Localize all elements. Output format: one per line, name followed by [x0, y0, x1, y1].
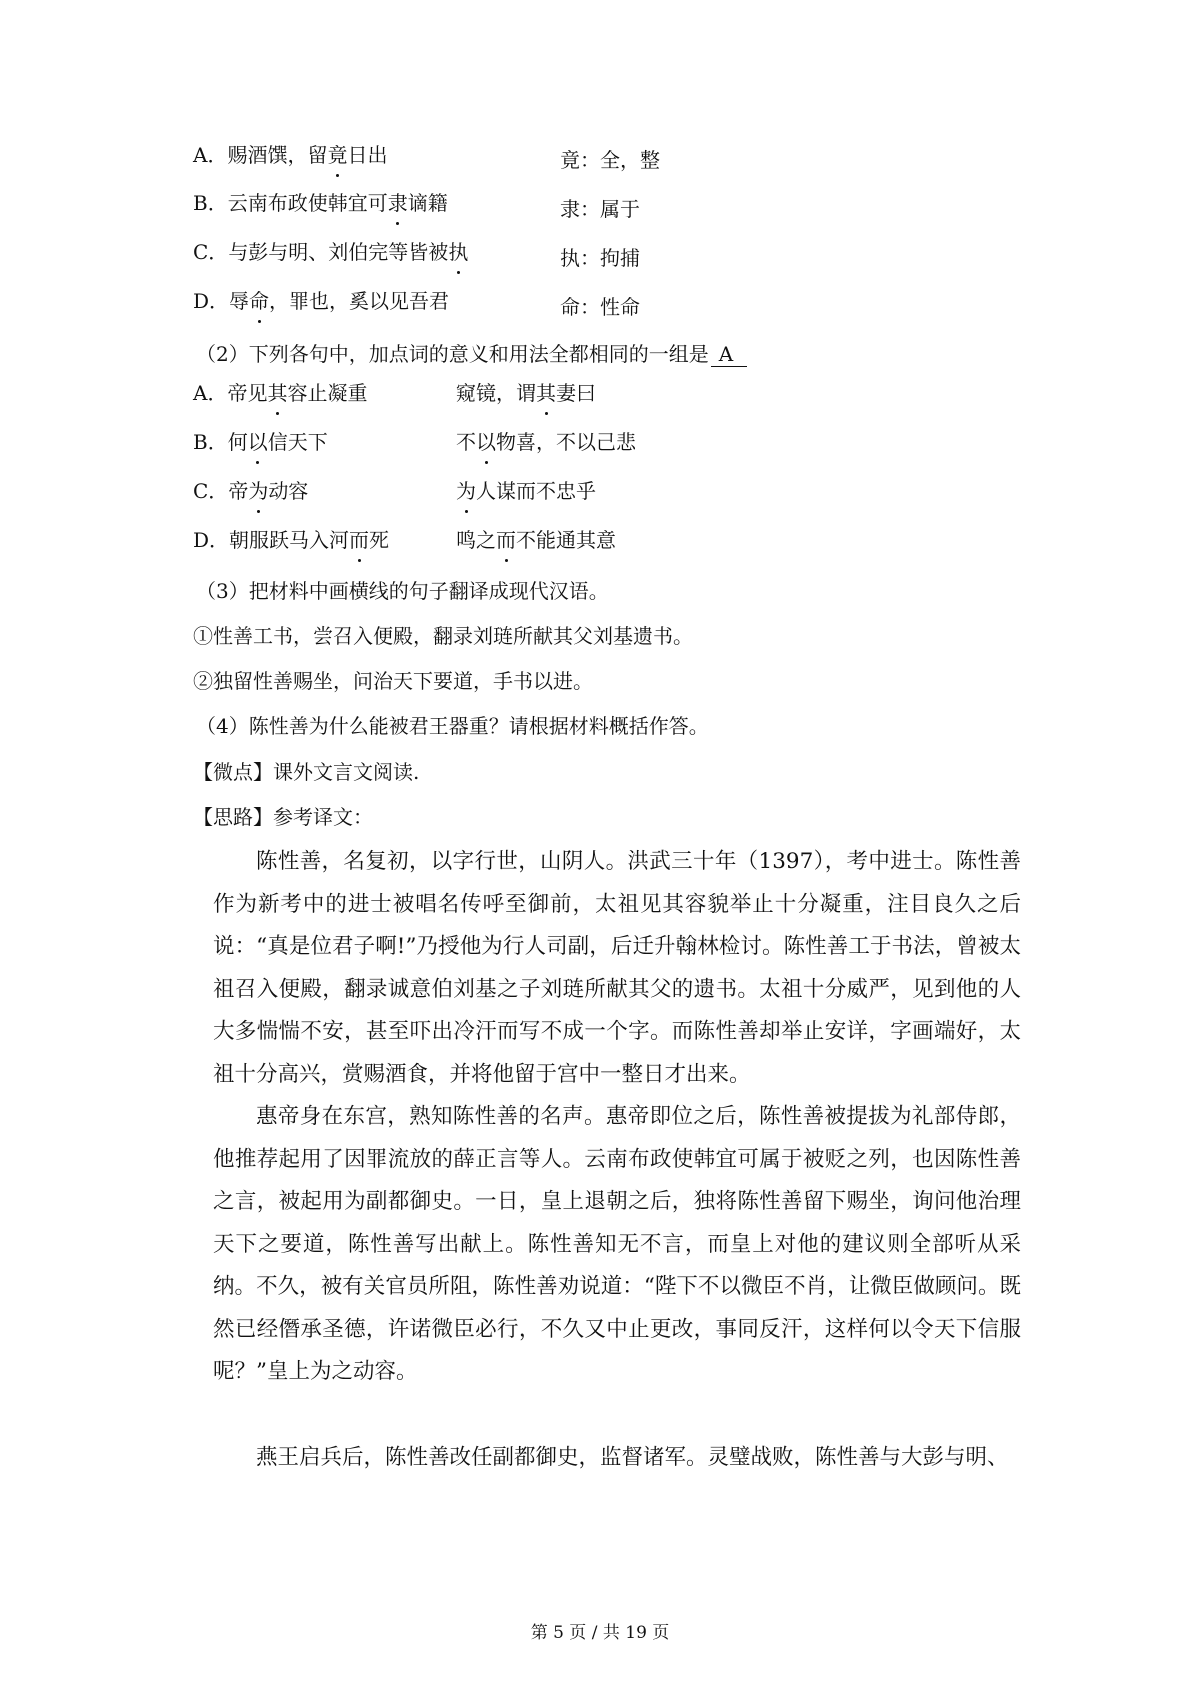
emphasis-dot-word: 命 — [249, 289, 270, 313]
translation-paragraph-3: 燕王启兵后，陈性善改任副都御史，监督诸军。灵璧战败，陈性善与大彭与明、 — [256, 1445, 1009, 1470]
emphasis-dot-word: 以 — [247, 430, 268, 454]
emphasis-dot-word: 隶 — [387, 191, 408, 215]
emphasis-dot-word: 以 — [476, 430, 496, 454]
emphasis-dot-word: 其 — [536, 381, 556, 405]
translation-paragraph-1: 陈性善，名复初，以字行世，山阴人。洪武三十年（1397），考中进士。陈性善作为新考中的进士被唱名传呼至御前，太祖见其容貌举止十分凝重，注目良久之后说：“真是位君子啊!”乃授他为行人司副，后迁升翰林检讨。陈性善工于书法，曾被太祖召入便殿，翻录诚意伯刘基之子刘琏所献其父的遗书。太祖十分威严，见到他的人大多惴惴不安，甚至吓出冷汗而写不成一个字。而陈性善却举止安详，字画端好，太祖十分高兴，赏赐酒食，并将他留于宫中一整日才出来。 — [213, 849, 1021, 1087]
q2-prompt: （2）下列各句中，加点词的意义和用法全都相同的一组是 A — [196, 340, 747, 368]
q3-sentence-1: ①性善工书，尝召入便殿，翻录刘琏所献其父刘基遗书。 — [193, 624, 693, 648]
weidian-label: 【微点】课外文言文阅读. — [193, 760, 420, 784]
emphasis-dot-word: 而 — [496, 528, 516, 552]
q2-option-c: C．帝为动容 — [193, 479, 309, 503]
emphasis-dot-word: 而 — [349, 528, 370, 552]
q2-option-b: B．何以信天下 — [193, 430, 328, 454]
q1-option-a: A．赐酒馔，留竟日出 — [193, 143, 388, 167]
q1-gloss-c: 执：拘捕 — [560, 246, 640, 270]
q3-sentence-2: ②独留性善赐坐，问治天下要道，手书以进。 — [193, 669, 593, 693]
translation-paragraph-2: 惠帝身在东宫，熟知陈性善的名声。惠帝即位之后，陈性善被提拔为礼部侍郎，他推荐起用了因罪流放的薛正言等人。云南布政使韩宜可属于被贬之列，也因陈性善之言，被起用为副都御史。一日，皇上退朝之后，独将陈性善留下赐坐，询问他治理天下之要道，陈性善写出献上。陈性善知无不言，而皇上对他的建议则全部听从采纳。不久，被有关官员所阻，陈性善劝说道：“陛下不以微臣不肖，让微臣做顾问。既然已经僭承圣德，许诺微臣必行，不久又中止更改，事同反汗，这样何以令天下信服呢？”皇上为之动容。 — [213, 1104, 1021, 1384]
answer-blank: A — [711, 342, 747, 367]
emphasis-dot-word: 其 — [267, 381, 288, 405]
q3-prompt: （3）把材料中画横线的句子翻译成现代汉语。 — [196, 579, 609, 603]
q1-gloss-a: 竟：全，整 — [560, 148, 660, 172]
silu-label: 【思路】参考译文： — [193, 805, 373, 829]
emphasis-dot-word: 为 — [248, 479, 269, 503]
emphasis-dot-word: 为 — [456, 479, 476, 503]
q2-option-a-right: 窥镜，谓其妻曰 — [456, 381, 596, 405]
q2-option-c-right: 为人谋而不忠乎 — [456, 479, 596, 503]
q1-gloss-b: 隶：属于 — [560, 197, 640, 221]
q2-option-a: A．帝见其容止凝重 — [193, 381, 368, 405]
emphasis-dot-word: 执 — [448, 240, 469, 264]
page-number: 第 5 页 / 共 19 页 — [530, 1623, 670, 1643]
emphasis-dot-word: 竟 — [327, 143, 348, 167]
q2-option-b-right: 不以物喜，不以己悲 — [456, 430, 636, 454]
q2-option-d-right: 鸣之而不能通其意 — [456, 528, 616, 552]
q1-gloss-d: 命：性命 — [560, 295, 640, 319]
q1-option-c: C．与彭与明、刘伯完等皆被执 — [193, 240, 469, 264]
q1-option-d: D．辱命，罪也，奚以见吾君 — [193, 289, 450, 313]
q1-option-b: B．云南布政使韩宜可隶谪籍 — [193, 191, 448, 215]
q2-option-d: D．朝服跃马入河而死 — [193, 528, 390, 552]
q4-prompt: （4）陈性善为什么能被君王器重？请根据材料概括作答。 — [196, 714, 709, 738]
